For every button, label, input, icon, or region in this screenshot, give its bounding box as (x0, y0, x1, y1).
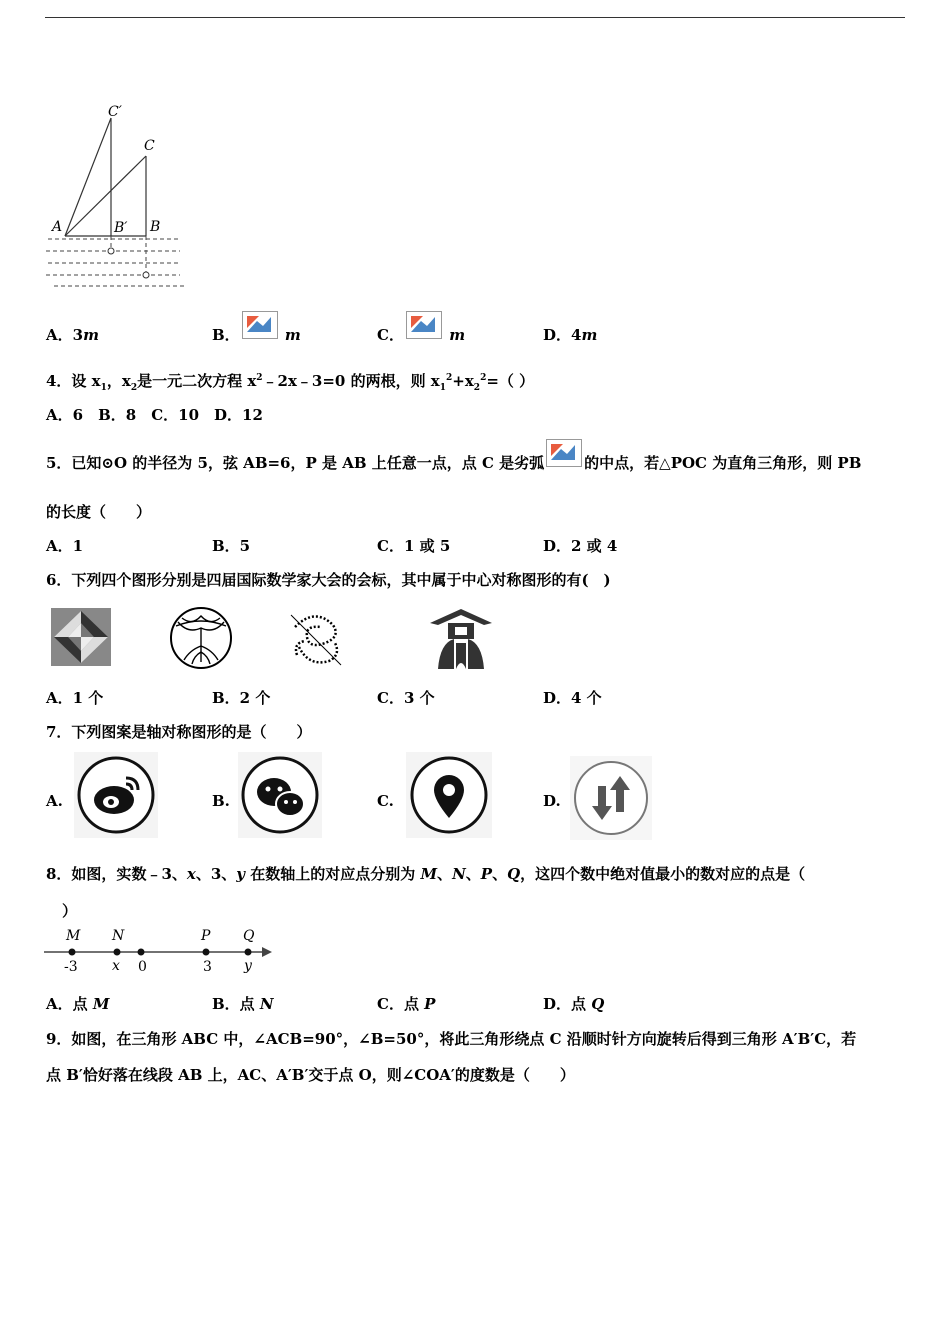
q4-t2: ，x (106, 372, 131, 390)
q8-opt-a-point: M (92, 995, 110, 1013)
q5-option-c[interactable]: C．1 或 5 (377, 537, 451, 555)
q4-sup1: 2 (256, 373, 263, 383)
q4-stem (46, 370, 534, 393)
q3-option-c-unit: m (449, 326, 466, 344)
q6-option-d[interactable]: D．4 个 (543, 689, 602, 707)
q3-option-b[interactable] (212, 324, 301, 345)
q6-stem: 6．下列四个图形分别是四届国际数学家大会的会标，其中属于中心对称图形的有( ) (46, 571, 611, 589)
q4-t3: 是一元二次方程 x (137, 372, 257, 390)
q8-n: N (452, 865, 466, 883)
q3-option-b-text: B． (212, 326, 240, 344)
axis-label-q: Q (243, 928, 255, 944)
q9-stem-line1: 9．如图，在三角形 ABC 中，∠ACB=90°，∠B=50°，将此三角形绕点 C 沿顺时针方向旋转后得到三角形 A′B′C，若 (46, 1030, 857, 1048)
axis-tick-three: 3 (203, 959, 212, 975)
header-rule (45, 17, 905, 18)
q8-option-b[interactable] (212, 993, 274, 1014)
q8-opt-d-pre: D．点 (543, 995, 592, 1013)
q6-logo-dotted-knot (285, 607, 347, 671)
q7-weibo-icon (74, 752, 158, 838)
q8-opt-b-point: N (259, 995, 274, 1013)
q4-sub1: 1 (100, 383, 107, 393)
q8-sep1: 、 (437, 865, 453, 883)
q4-sub2: 2 (130, 383, 138, 393)
q4-sup3: 2 (480, 373, 487, 383)
q5-option-d[interactable]: D．2 或 4 (543, 537, 618, 555)
q5-option-a[interactable]: A．1 (46, 537, 84, 555)
q8-option-a[interactable] (46, 993, 109, 1014)
q8-sep2: 、 (465, 865, 481, 883)
q8-t1: 8．如图，实数﹣3、 (46, 865, 187, 883)
q8-x: x (186, 865, 196, 883)
q7-option-a[interactable]: A. (46, 792, 63, 810)
q8-q: Q (507, 865, 521, 883)
q5-option-b[interactable]: B．5 (212, 537, 251, 555)
q3-figure (40, 100, 190, 295)
q6-option-a[interactable]: A．1 个 (46, 689, 104, 707)
q5-t1: 5．已知⊙O 的半径为 5，弦 AB=6，P 是 AB 上任意一点，点 C 是劣弧 (46, 454, 545, 472)
q8-option-c[interactable] (377, 993, 435, 1014)
q4-t6: =（ ） (486, 372, 535, 390)
q3-option-d-unit: m (581, 326, 598, 344)
q8-opt-d-point: Q (591, 995, 605, 1013)
q4-options[interactable]: A．6 B．8 C．10 D．12 (46, 406, 263, 424)
q8-t3: 在数轴上的对应点分别为 (244, 865, 421, 883)
q3-option-d[interactable] (543, 324, 597, 345)
q8-opt-c-point: P (424, 995, 436, 1013)
axis-label-n: N (112, 928, 125, 944)
q4-t5: +x (452, 372, 474, 390)
q8-option-d[interactable] (543, 993, 604, 1014)
q7-option-d[interactable]: D. (543, 792, 561, 810)
q5-stem-line1 (46, 452, 861, 473)
q8-opt-b-pre: B．点 (212, 995, 260, 1013)
broken-image-icon (546, 439, 582, 467)
axis-tick-neg3: -3 (64, 959, 78, 975)
q7-location-pin-icon (406, 752, 492, 838)
q6-logo-circle-arcs (168, 606, 234, 670)
axis-label-p: P (201, 928, 211, 944)
label-b-prime: B′ (114, 220, 128, 236)
q7-up-down-arrows-icon (570, 756, 652, 840)
axis-tick-x: x (112, 958, 120, 974)
q9-stem-line2: 点 B′恰好落在线段 AB 上，AC、A′B′交于点 O，则∠COA′的度数是（ ） (46, 1066, 575, 1084)
broken-image-icon (406, 311, 442, 339)
axis-label-m: M (66, 928, 81, 944)
q8-stem-line2: ） (62, 902, 78, 920)
q3-option-a[interactable] (46, 324, 99, 345)
q7-stem: 7．下列图案是轴对称图形的是（ ） (46, 723, 312, 741)
q5-stem-line2: 的长度（ ） (46, 503, 152, 521)
q3-option-c[interactable] (377, 324, 465, 345)
broken-image-icon (242, 311, 278, 339)
q6-option-b[interactable]: B．2 个 (212, 689, 271, 707)
q4-sup2: 2 (446, 373, 453, 383)
label-b: B (150, 219, 161, 235)
label-c-prime: C′ (108, 104, 122, 120)
q6-logo-pinwheel-square (50, 607, 112, 667)
q4-t1: 4．设 x (46, 372, 101, 390)
q3-option-b-unit: m (284, 326, 301, 344)
q8-t2: 、3、 (195, 865, 237, 883)
q4-t4: ﹣2x﹣3=0 的两根，则 x (262, 372, 440, 390)
q6-option-c[interactable]: C．3 个 (377, 689, 435, 707)
q3-option-a-text: A．3 (46, 326, 84, 344)
label-a: A (52, 219, 63, 235)
q7-wechat-icon (238, 752, 322, 838)
q8-p: P (480, 865, 493, 883)
q8-sep3: 、 (492, 865, 508, 883)
axis-tick-zero: 0 (138, 959, 147, 975)
q5-t2: 的中点，若△POC 为直角三角形，则 PB (584, 454, 862, 472)
q7-option-c[interactable]: C. (377, 792, 394, 810)
q3-option-c-text: C． (377, 326, 404, 344)
q8-y: y (236, 865, 245, 883)
q8-opt-c-pre: C．点 (377, 995, 425, 1013)
q8-stem-line1 (46, 863, 805, 884)
q3-option-d-text: D．4 (543, 326, 582, 344)
q8-t4: ，这四个数中绝对值最小的数对应的点是（ (520, 865, 806, 883)
q6-logo-pagoda (428, 607, 494, 671)
axis-tick-y: y (244, 958, 252, 974)
q4-sub3: 1 (439, 383, 447, 393)
q7-option-b[interactable]: B. (212, 792, 230, 810)
q8-m: M (420, 865, 438, 883)
q8-opt-a-pre: A．点 (46, 995, 93, 1013)
q4-sub4: 2 (473, 383, 481, 393)
label-c: C (144, 138, 155, 154)
q3-option-a-unit: m (83, 326, 99, 344)
